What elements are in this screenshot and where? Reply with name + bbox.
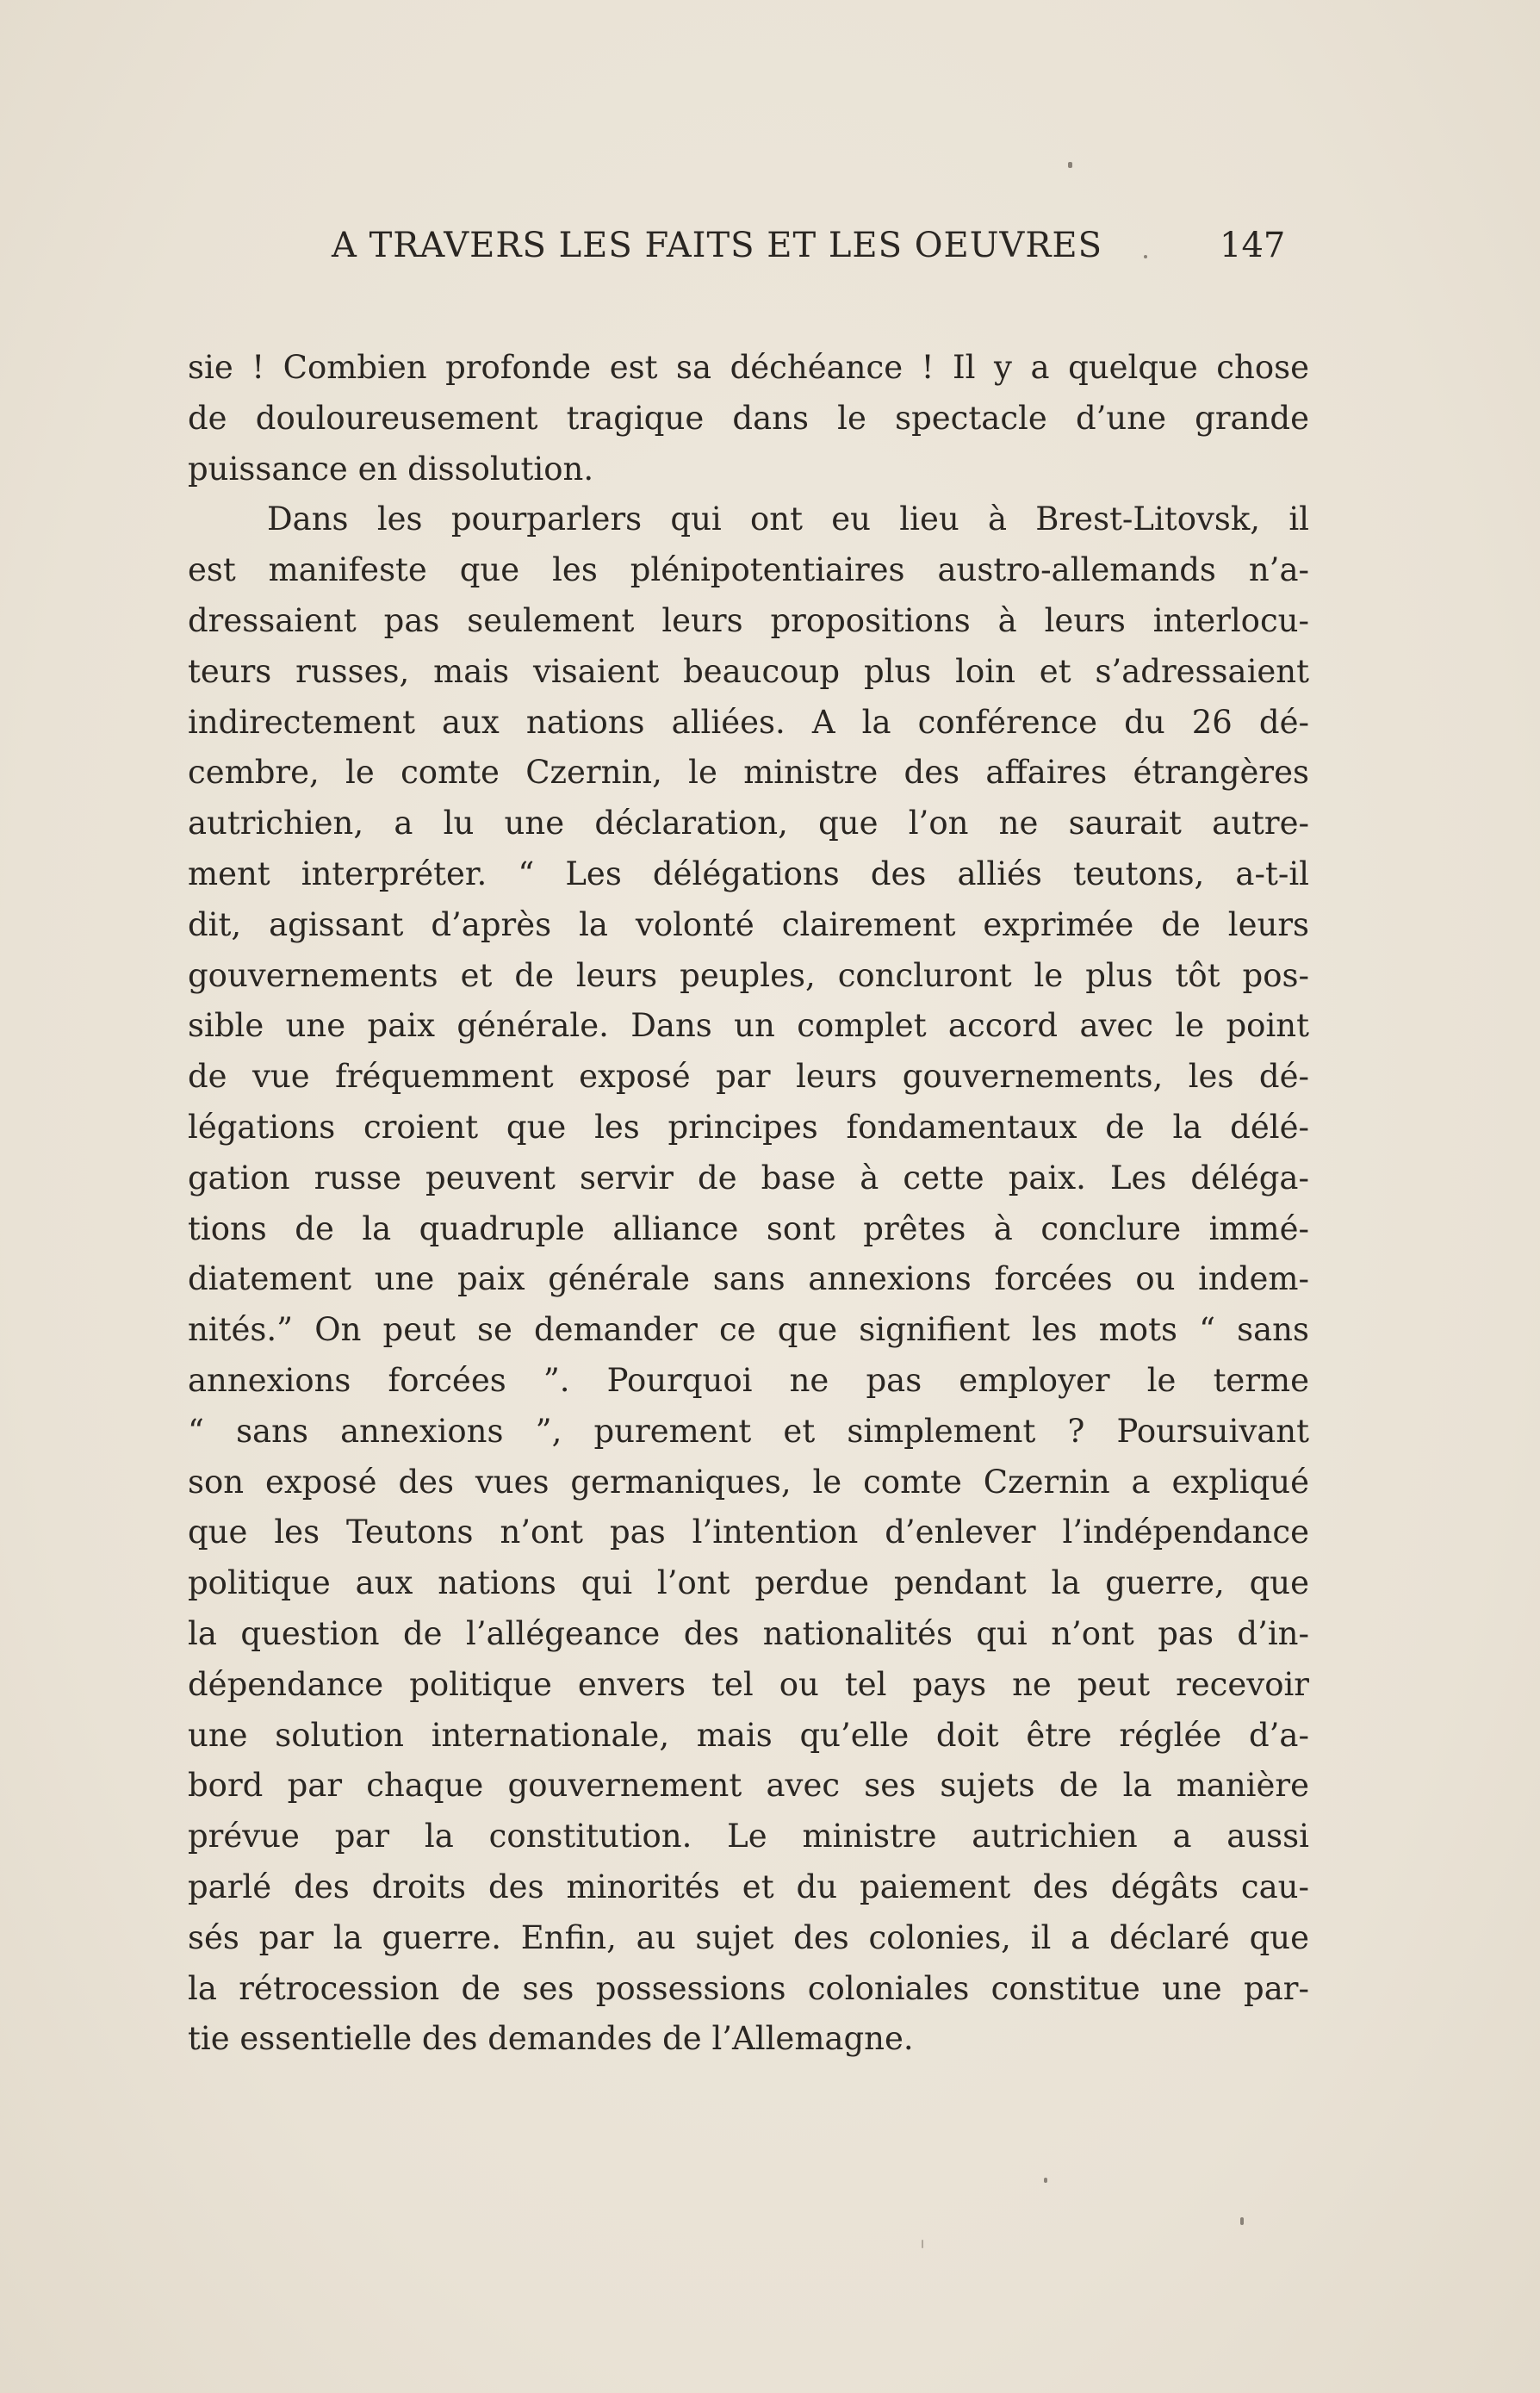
text-line: de vue fréquemment exposé par leurs gouvernements, les dé- — [188, 1058, 1309, 1096]
text-line: cembre, le comte Czernin, le ministre des affaires étrangères — [188, 754, 1309, 792]
running-title: A TRAVERS LES FAITS ET LES OEUVRES — [332, 226, 1103, 265]
text-line: tions de la quadruple alliance sont prêtes à conclure immé- — [188, 1209, 1309, 1247]
text-line: nités.” On peut se demander ce que signifient les mots “ sans — [188, 1311, 1309, 1349]
paper-speck — [1144, 255, 1147, 258]
text-line: sés par la guerre. Enfin, au sujet des colonies, il a déclaré que — [188, 1918, 1309, 1956]
paper-speck — [922, 2240, 923, 2248]
text-line: légations croient que les principes fondamentaux de la délé- — [188, 1108, 1309, 1146]
page-number: 147 — [1220, 226, 1286, 265]
text-line: indirectement aux nations alliées. A la conférence du 26 dé- — [188, 703, 1309, 741]
paper-speck — [1044, 2178, 1047, 2183]
text-line: teurs russes, mais visaient beaucoup plus loin et s’adressaient — [188, 652, 1309, 690]
text-line: puissance en dissolution. — [188, 450, 594, 488]
text-line: ment interpréter. “ Les délégations des alliés teutons, a-t-il — [188, 855, 1309, 892]
paper-speck — [1068, 162, 1072, 168]
running-header — [189, 226, 1309, 277]
text-line: de douloureusement tragique dans le spectacle d’une grande — [188, 399, 1309, 437]
text-line: sible une paix générale. Dans un complet accord avec le point — [188, 1007, 1309, 1045]
text-line: gouvernements et de leurs peuples, concluront le plus tôt pos- — [188, 956, 1309, 994]
text-line: annexions forcées ”. Pourquoi ne pas employer le terme — [188, 1361, 1309, 1399]
text-line: sie ! Combien profonde est sa déchéance ! Il y a quelque chose — [188, 349, 1309, 386]
text-line: diatement une paix générale sans annexions forcées ou indem- — [188, 1260, 1309, 1298]
paper-speck — [1240, 2217, 1244, 2225]
text-line: dressaient pas seulement leurs propositions à leurs interlocu- — [188, 601, 1309, 639]
text-line: dit, agissant d’après la volonté clairement exprimée de leurs — [188, 905, 1309, 943]
text-line: tie essentielle des demandes de l’Allemagne. — [188, 2020, 914, 2058]
body-text — [188, 343, 1309, 2065]
text-line: prévue par la constitution. Le ministre autrichien a aussi — [188, 1818, 1309, 1855]
text-line: Dans les pourparlers qui ont eu lieu à Brest-Litovsk, il — [267, 500, 1309, 538]
text-line: son exposé des vues germaniques, le comte Czernin a expliqué — [188, 1463, 1309, 1501]
text-line: la rétrocession de ses possessions coloniales constitue une par- — [188, 1969, 1309, 2007]
text-line: parlé des droits des minorités et du paiement des dégâts cau- — [188, 1868, 1309, 1905]
text-line: que les Teutons n’ont pas l’intention d’enlever l’indépendance — [188, 1513, 1309, 1551]
text-line: gation russe peuvent servir de base à cette paix. Les déléga- — [188, 1159, 1309, 1196]
text-line: politique aux nations qui l’ont perdue pendant la guerre, que — [188, 1564, 1309, 1602]
text-line: une solution internationale, mais qu’elle doit être réglée d’a- — [188, 1716, 1309, 1754]
text-line: est manifeste que les plénipotentiaires austro-allemands n’a- — [188, 551, 1309, 589]
text-line: dépendance politique envers tel ou tel pays ne peut recevoir — [188, 1665, 1309, 1703]
text-line: autrichien, a lu une déclaration, que l’on ne saurait autre- — [188, 805, 1309, 842]
text-line: la question de l’allégeance des nationalités qui n’ont pas d’in- — [188, 1614, 1309, 1652]
text-line: “ sans annexions ”, purement et simplement ? Poursuivant — [188, 1412, 1309, 1450]
text-line: bord par chaque gouvernement avec ses sujets de la manière — [188, 1767, 1309, 1805]
